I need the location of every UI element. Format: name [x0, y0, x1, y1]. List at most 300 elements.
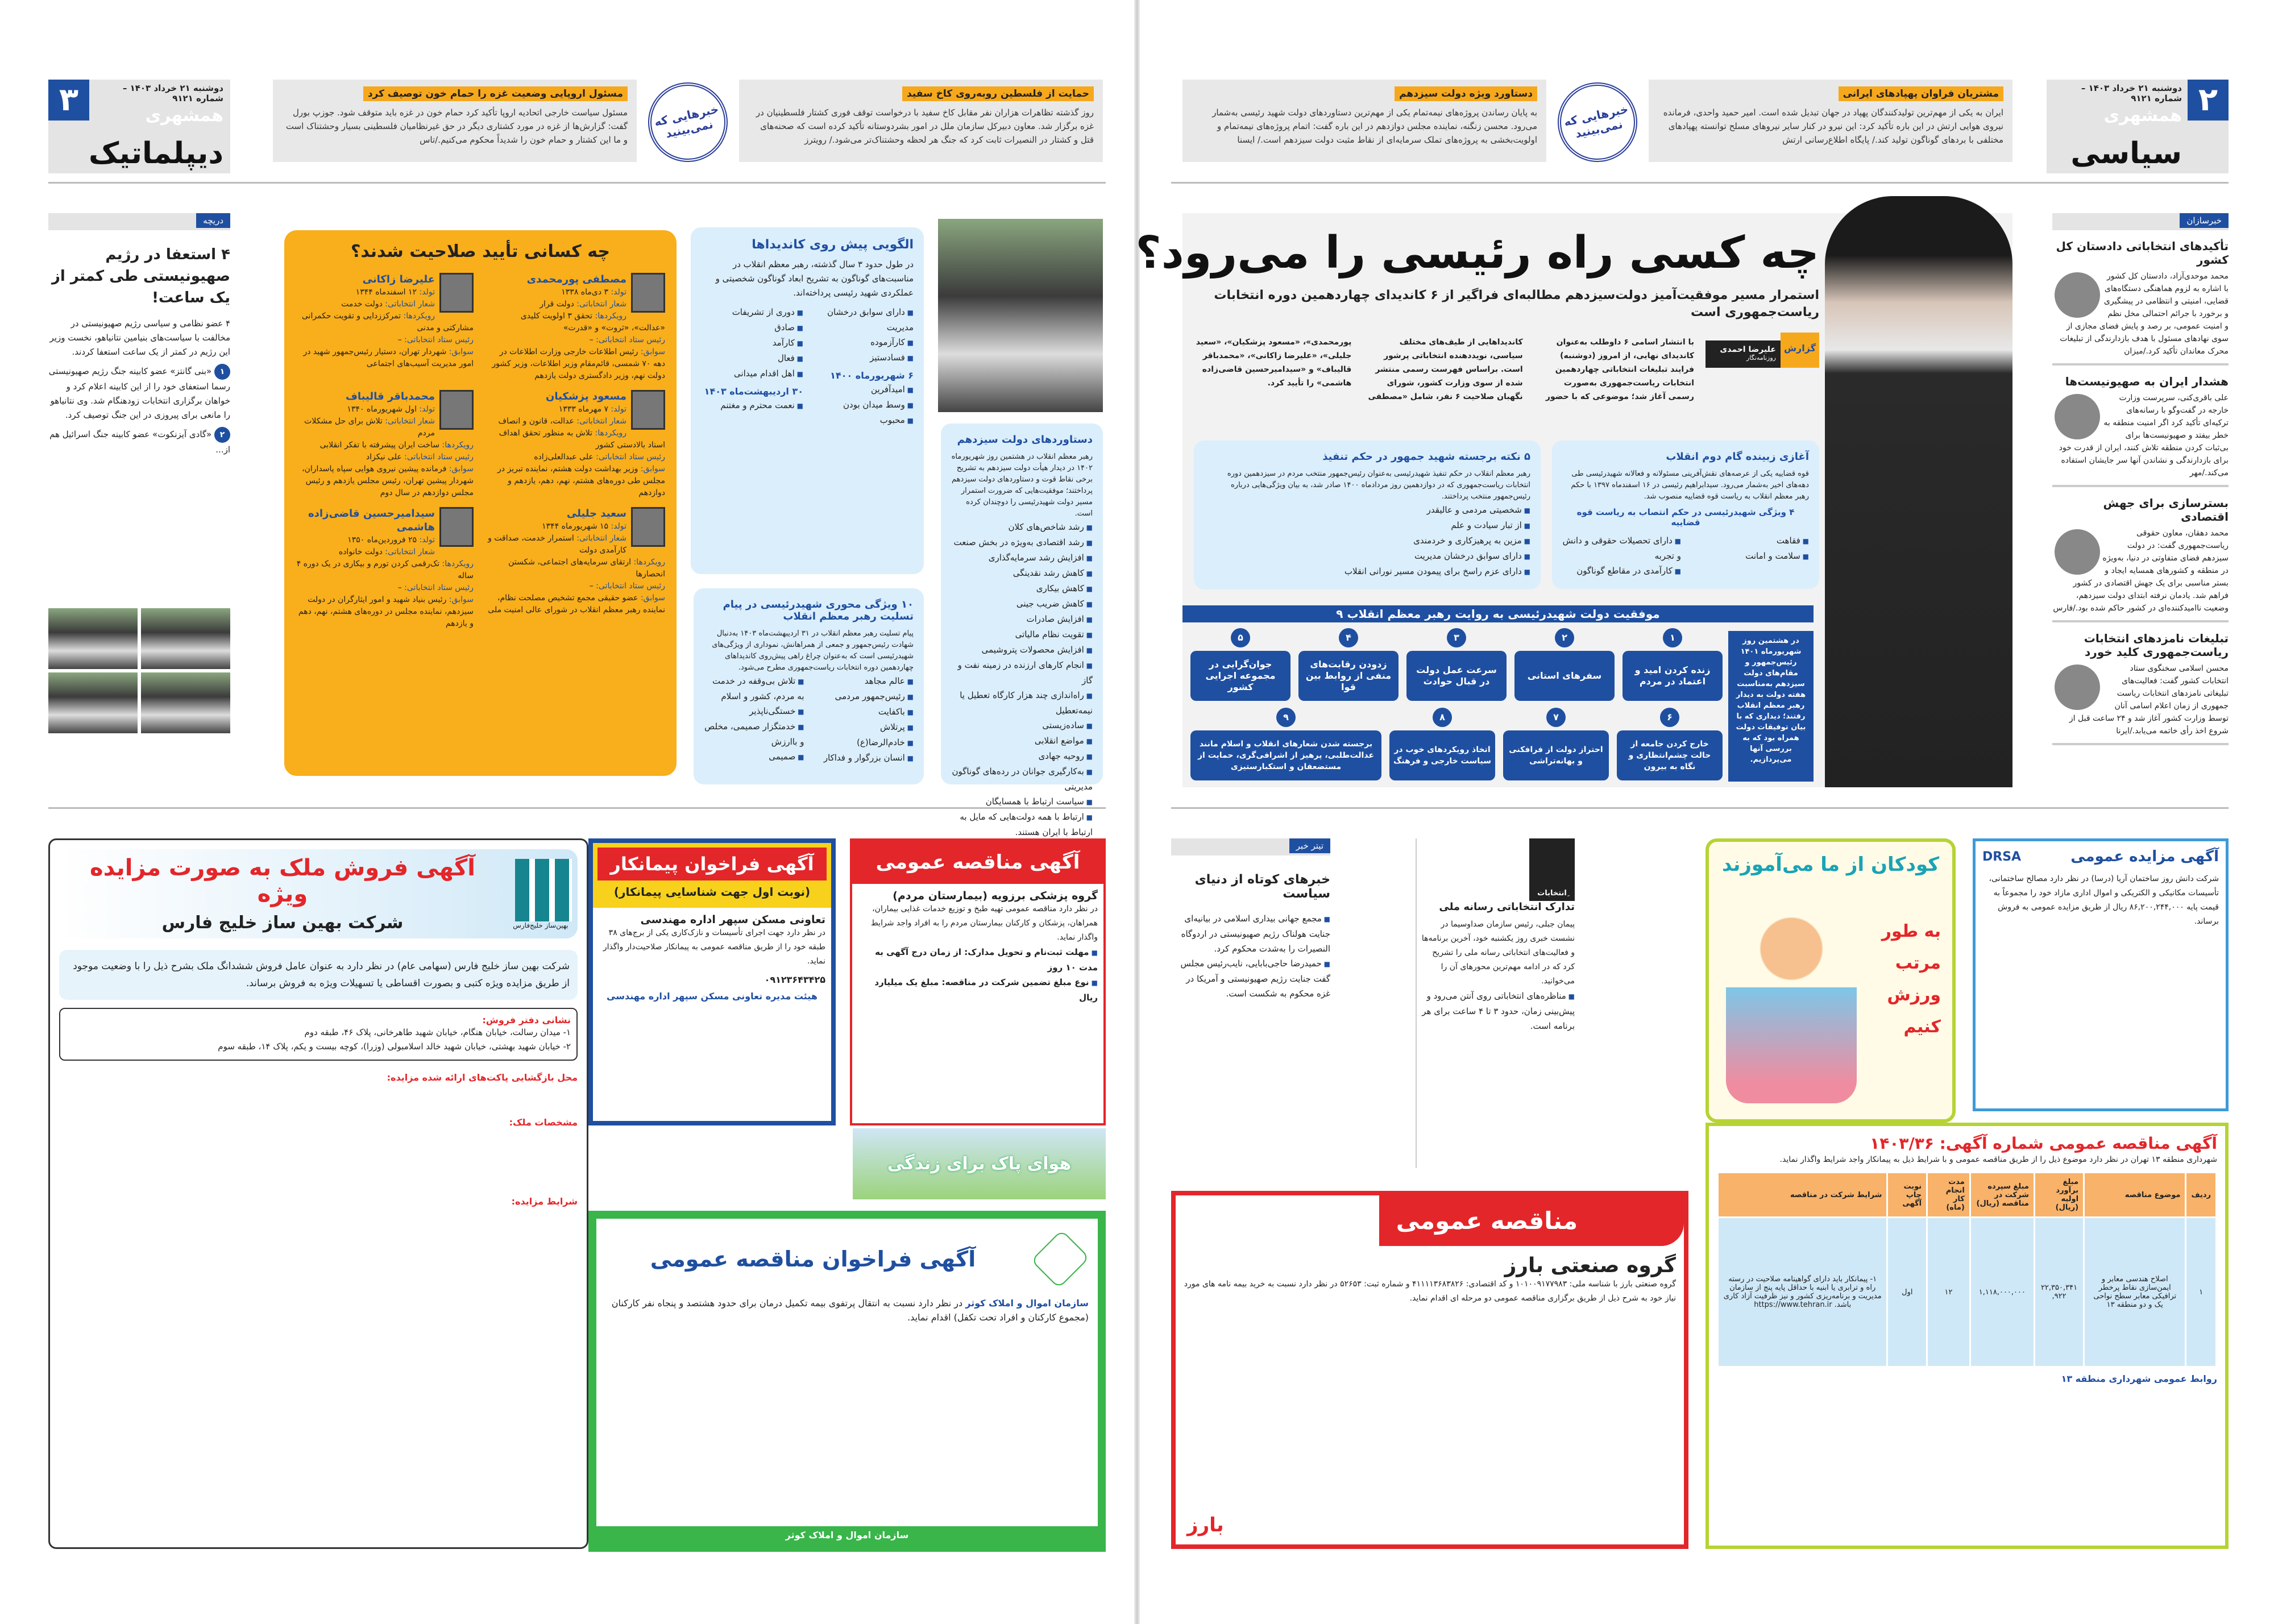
- teaser-body: مسئول سیاست خارجی اتحادیه اروپا تأکید کرد حمام خون در غزه باید متوقف شود. جوزپ بورل گفت: گزارش‌ها از غزه در مورد کشتاری دیگر در حق غیرنظامیان فلسطینی بسیار وحشتناک است و ما این کشتار و حمام خون را شدیداً محکوم می‌کنیم./تاس: [285, 107, 628, 145]
- list-item: [48, 364, 230, 422]
- baarez-tender-ad: [1171, 1191, 1688, 1549]
- list: [1562, 533, 1809, 579]
- field-value: استمرار خدمت، صداقت و کارآمدی دولت: [488, 534, 626, 555]
- portrait-photo: [48, 608, 138, 669]
- field-value: ۱۵ شهریورماه ۱۳۴۴: [542, 522, 609, 531]
- box-body: پیمان جبلی، رئیس سازمان صداوسیما در نشست خبری روز یکشنبه خود، آخرین برنامه‌ها و فعالیت‌های انتخاباتی رسانه ملی را تشریح کرد که در ادامه مهم‌ترین محورهای آن را می‌خوانید.: [1421, 920, 1575, 986]
- news-item: [2052, 496, 2229, 622]
- list-item: ■ افزایش صادرات: [951, 612, 1093, 627]
- achievements-banner: ۹ موفقیت دولت شهیدرئیسی به روایت رهبر معظم انقلاب: [1182, 605, 1814, 622]
- field-value: عضو حقیقی مجمع تشخیص مصلحت نظام، نماینده رهبر معظم انقلاب در شورای عالی امنیت ملی: [488, 593, 665, 614]
- portrait-photo: [2055, 529, 2100, 575]
- candidate-hq: [296, 451, 474, 463]
- table-header: موضوع مناقصه: [2085, 1173, 2185, 1216]
- achievements-note: در هشتمین روز شهریورماه ۱۴۰۱ رئیس‌جمهور و مقام‌های دولت سیزدهم به‌مناسبت هفته دولت به دیدار رهبر معظم انقلاب رفتند؛ دیداری که با بیان توفیقات دولت همراه بود که به بررسی آنها می‌پردازیم.: [1728, 631, 1814, 782]
- list: [1421, 988, 1575, 1033]
- list-item: ■ کارآمد: [701, 335, 803, 351]
- company-name: شرکت بهین ساز خلیج فارس: [161, 913, 404, 933]
- achievements-box: [941, 423, 1103, 837]
- candidate-card: [487, 507, 665, 630]
- list-item: ■ اهل اقدام میدانی: [701, 366, 803, 381]
- box-intro: پیام تسلیت رهبر معظم انقلاب در ۳۱ اردیبهشت‌ماه ۱۴۰۳ به‌دنبال شهادت رئیس‌جمهور و جمعی از همراهانش، نموداری از ویژگی‌های شهیدرئیسی است که به‌عنوان چراغ راهی پیش‌روی کاندیداهای چهاردهمین دوره انتخابات ریاست‌جمهوری مطرح می‌شود.: [712, 629, 914, 672]
- candidate-slogan: [296, 546, 474, 558]
- list-item: ■ از تبار سیادت و علم: [1204, 518, 1530, 533]
- news-body: محمد دهقان، معاون حقوقی ریاست‌جمهوری گفت: در دولت سیزدهم فضای متفاوتی در دنیا، به‌ویژه در منطقه و کشورهای همسایه ایجاد و بستر مناسبی برای یک جهش اقتصادی در کشور فراهم شد. یادمان نرفته ابتدای دولت سیزدهم، وضعیت ناامیدکننده‌ای در کشور حاکم شده بود./فارس: [2053, 529, 2229, 613]
- ballot-box-icon: ِانتخابات: [1529, 838, 1575, 901]
- author-role: روزنامه‌نگار: [1746, 354, 1776, 362]
- ad-body: در نظر دارد نسبت به انتقال پرتفوی بیمه تکمیل درمان برای حدود هشتصد و پنجاه نفر کارکنان (مجموع کارکنان و افراد تحت تکفل) اقدام نماید.: [611, 1298, 1089, 1323]
- list-item: ■ خادم‌الرضا(ع): [814, 735, 914, 750]
- box-title: تدارک انتخاباتی رسانه ملی: [1439, 901, 1575, 913]
- section-title: دیپلماتیک: [88, 136, 223, 171]
- candidate-name: محمدباقر قالیباف: [345, 391, 435, 402]
- candidate-card: [296, 507, 474, 630]
- field-value: علی نیکزاد: [366, 452, 402, 462]
- achievement-item: [1503, 708, 1609, 784]
- teaser: [1182, 80, 1546, 162]
- field-value: ۷ مهرماه ۱۳۳۳: [558, 405, 609, 414]
- candidate-record: [296, 463, 474, 499]
- box-title: الگویی پیش روی کاندیداها: [752, 238, 914, 252]
- list-item: ■ به‌کارگیری جوانان در رده‌های گوناگون مدیریتی: [951, 764, 1093, 794]
- address-line: ۲- خیابان شهید بهشتی، خیابان شهید خالد اسلامبولی (وزرا)، کوچه بیست و یکم، پلاک ۱۴، طبقه سوم: [218, 1041, 571, 1052]
- ad-title: آگهی فروش ملک به صورت مزایده ویژه: [90, 855, 475, 907]
- candidate-approach: [296, 310, 474, 334]
- list-item: ■ مجمع جهانی بیداری اسلامی در بیانیه‌ای جنایت هولناک رژیم صهیونیستی در اردوگاه النصیرات را به‌شدت محکوم کرد.: [1171, 911, 1330, 956]
- number-badge: ۸: [1433, 708, 1452, 727]
- leader-photo: [938, 219, 1103, 412]
- candidate-name: مصطفی پورمحمدی: [526, 273, 626, 285]
- field-label: سوابق:: [449, 595, 474, 604]
- list-item: ■ کاهش ضریب جینی: [951, 596, 1093, 612]
- news-title: تبلیغات نامزدهای انتخابات ریاست‌جمهوری کلید خورد: [2084, 632, 2229, 659]
- achievement-item: [1190, 628, 1290, 704]
- teaser-title: مسئول اروپایی وضعیت غزه را حمام خون توصیف کرد: [363, 86, 628, 101]
- candidate-card: [296, 390, 474, 499]
- stamp: خبرهایی که نمی‌بینید: [1550, 75, 1645, 169]
- achievement-item: [1406, 628, 1507, 704]
- section-tag: خبرسازان: [2180, 213, 2229, 228]
- box-body: قوه قضاییه یکی از عرصه‌های نقش‌آفرینی مسئولانه و فعالانه شهیدرئیسی طی دهه‌های اخیر به‌شمار می‌رود. سیدابراهیم رئیسی در ۱۶ اسفندماه ۱۳۹۷ با حکم رهبر معظم انقلاب به ریاست قوه قضاییه منصوب شد.: [1571, 470, 1809, 501]
- field-label: رئیس ستاد انتخاباتی:: [596, 452, 665, 462]
- ad-title: کودکان از ما می‌آموزند: [1721, 853, 1940, 876]
- list-item: ■ دارای عزم راسخ برای پیمودن مسیر نورانی انقلاب: [1204, 564, 1530, 579]
- ad-title: آگهی مناقصه عمومی: [852, 841, 1103, 884]
- field-value: تلاش برای حل مشکلات مردم: [304, 417, 435, 438]
- field-label: رویکردها:: [595, 311, 626, 321]
- table-header: ردیف: [2186, 1173, 2215, 1216]
- number-badge: ۷: [1546, 708, 1566, 727]
- teaser-title: حمایت از فلسطین روبه‌روی کاخ سفید: [902, 86, 1094, 101]
- candidate-record: [487, 463, 665, 499]
- list-item: ■ انجام کارهای ارزنده در زمینه نفت و گاز: [951, 658, 1093, 688]
- candidate-photo: [439, 273, 474, 313]
- sidebar-intro: ۴ عضو نظامی و سیاسی رژیم صهیونیستی در مخالفت با سیاست‌های بنیامین نتانیاهو، نخست وزیر این رژیم در کمتر از یک ساعت استعفا کردند.: [49, 318, 230, 357]
- teaser: [739, 80, 1103, 162]
- candidate-card: [487, 390, 665, 499]
- kowsar-logo: [1031, 1230, 1090, 1289]
- candidate-photo: [631, 273, 665, 313]
- list-item: ■ سلامت و امانت: [1690, 549, 1809, 564]
- list-item: ■ سیاست ارتباط با همسایگان: [951, 794, 1093, 809]
- list-item: ■ دارای سوابق درخشان مدیریت: [1204, 549, 1530, 564]
- news-body: محمد موحدی‌آزاد، دادستان کل کشور با اشاره به لزوم هماهنگی دستگاه‌های قضایی، امنیتی و انتظامی در پیشگیری و برخورد با جرائم احتمالی مخل نظم و امنیت عمومی، بر رصد و پایش فضای مجازی از سوی نهادهای مسئول با هدف بازدارندگی از تبلیغات محرک معاندان تأکید کرد./میزان: [2060, 272, 2229, 356]
- candidate-name: سعید جلیلی: [566, 508, 626, 520]
- candidate-hq: [487, 451, 665, 463]
- main-subheadline: استمرار مسیر موفقیت‌آمیز دولت‌سیزدهم مطالبه‌ای فراگیر از ۶ کاندیدای چهاردهمین دوره انتخابات ریاست‌جمهوری است: [1214, 288, 1819, 319]
- item-text: «بنی گانتز» عضو کابینه جنگ رژیم صهیونیستی رسما استعفای خود را از این کابینه اعلام کرد و خواهان برگزاری انتخابات زودهنگام شد. وی نتانیاهو را مانعی برای پیروزی در این جنگ توصیف کرد.: [48, 366, 230, 420]
- box-intro: در طول حدود ۳ سال گذشته، رهبر معظم انقلاب در مناسبت‌های گوناگون به تشریح ابعاد گوناگون شخصیتی و عملکردی شهید رئیسی پرداخته‌اند.: [715, 259, 914, 298]
- date-label: ۳۰ اردیبهشت‌ماه ۱۴۰۳: [704, 386, 803, 397]
- page3-masthead: [48, 80, 230, 173]
- field-value: وزیر بهداشت دولت هشتم، نماینده تبریز در مجلس طی دوره‌های هشتم، نهم، دهم، یازدهم و دوازدهم: [497, 464, 665, 497]
- achievement-text: احتراز دولت از فرافکنی و بهانه‌تراشی: [1503, 730, 1609, 780]
- company-name: گروه صنعتی بارز: [1504, 1254, 1676, 1277]
- list-item: ■ صادق: [701, 320, 803, 335]
- ad-body: گروه صنعتی بارز با شناسه ملی: ۱۰۱۰۰۹۱۷۷۹۸۳ و کد اقتصادی: ۴۱۱۱۱۳۶۸۳۸۲۶ و شماره ثبت: ۵۲۶۵۳ در نظر دارد نسبت به خرید بیمه نامه های مورد نیاز خود به شرح ذیل از طریق برگزاری مناقصه عمومی دو مرحله ای اقدام نماید.: [1184, 1280, 1676, 1303]
- hospital-tender-ad: [850, 838, 1106, 1125]
- number-badge: ۵: [1231, 628, 1250, 647]
- divider: [1171, 182, 2229, 184]
- sidebar-window: [48, 213, 230, 457]
- ad-lead: تعاونی مسکن سپهر اداره مهندسی: [640, 913, 825, 926]
- candidate-hq: [487, 334, 665, 346]
- field-label: تولد:: [419, 405, 435, 414]
- ad-title: آگهی فراخوان پیمانکار: [597, 848, 827, 880]
- news-briefs: [1171, 838, 1330, 1168]
- news-item: [2052, 239, 2229, 365]
- list: [701, 305, 803, 381]
- teaser-body: ایران به یکی از مهم‌ترین تولیدکنندگان پهپاد در جهان تبدیل شده است. امیر حمید واحدی، فرمانده نیروی هوایی ارتش در این باره تأکید کرد: این نیرو در کنار سایر نیروهای مسلح توانسته پهپادهای مختلفی با بردهای گوناگون تولید کند./ پایگاه اطلاع‌رسانی ارتش: [1663, 107, 2003, 145]
- ad-footer: هیئت مدیره تعاونی مسکن سپهر اداره مهندسی: [607, 991, 818, 1002]
- candidates-grid: [296, 273, 665, 638]
- field-label: رویکردها:: [633, 558, 665, 567]
- ad-footer: سازمان اموال و املاک کوثر: [596, 1526, 1098, 1544]
- achievement-item: [1190, 708, 1381, 784]
- candidate-card: [296, 273, 474, 382]
- kowsar-tender-ad: [588, 1211, 1106, 1552]
- field-value: ۳ دی‌ماه ۱۳۳۸: [561, 288, 609, 297]
- achievement-item: [1622, 628, 1723, 704]
- list-item: ■ صمیمی: [704, 749, 804, 765]
- list-item: ■ افزایش رشد سرمایه‌گذاری: [951, 550, 1093, 566]
- portrait-photo: [48, 672, 138, 733]
- list: [811, 305, 914, 365]
- field-label: رویکردها:: [442, 441, 474, 450]
- achievement-text: سفرهای استانی: [1514, 651, 1615, 701]
- ad-title: آگهی مزایده عمومی: [2070, 848, 2219, 865]
- list-item: ■ عالم مجاهد: [814, 674, 914, 689]
- list-item: ■ دارای سوابق درخشان مدیریت: [811, 305, 914, 335]
- ad-title: آگهی فراخوان مناقصه عمومی: [650, 1247, 976, 1272]
- candidate-photo: [439, 390, 474, 430]
- paper-name: همشهری: [2103, 106, 2182, 126]
- paper-name: همشهری: [145, 106, 223, 126]
- achievement-item: [1514, 628, 1615, 704]
- list-item: ■ ساده‌زیستی: [951, 718, 1093, 733]
- field-value: رئیس بنیاد شهید و امور ایثارگران در دولت سیزدهم، نماینده مجلس در دوره‌های هشتم، نهم، دهم و یازدهم: [298, 595, 474, 628]
- field-value: –: [589, 335, 594, 344]
- contractor-call-ad: [588, 838, 836, 1125]
- ad-intro: شهرداری منطقه ۱۳ تهران در نظر دارد موضوع ذیل را از طریق مناقصه عمومی و با شرایط ذیل به پیمانکار واجد شرایط واگذار نماید.: [1779, 1155, 2217, 1164]
- byline: [1706, 333, 1819, 368]
- box-title: ۱۰ ویژگی محوری شهیدرئیسی در پیام تسلیت رهبر معظم انقلاب: [723, 599, 914, 622]
- list-item: ■ ارتباط با همه دولت‌هایی که مایل به ارتباط با ایران هستند.: [951, 809, 1093, 840]
- box-title: دستاوردهای دولت سیزدهم: [957, 434, 1093, 446]
- field-label: شعار انتخاباتی:: [385, 547, 435, 556]
- field-value: –: [589, 582, 594, 591]
- candidate-approach: [487, 427, 665, 451]
- field-value: ساخت ایران پیشرفته با تفکر انقلابی: [319, 441, 440, 450]
- municipality-tender-ad: [1706, 1123, 2229, 1549]
- list-item: ■ مهلت ثبت‌نام و تحویل مدارک: از زمان درج آگهی به مدت ۱۰ روز: [858, 945, 1098, 975]
- field-label: سوابق:: [449, 347, 474, 356]
- candidate-hq: [296, 334, 474, 346]
- number-badge: ۳: [1447, 628, 1466, 647]
- address-title: نشانی دفتر فروش:: [482, 1015, 571, 1025]
- achievement-item: [1389, 708, 1495, 784]
- briefs-title: خبرهای کوتاه از دنیای سیاست: [1194, 873, 1330, 901]
- field-value: ۲۵ فروردین‌ماه ۱۳۵۰: [347, 535, 417, 545]
- judiciary-box: [1552, 441, 1819, 589]
- date-line: دوشنبه ۲۱ خرداد ۱۴۰۳ – شماره ۹۱۲۱: [2081, 83, 2182, 103]
- achievement-text: زدودن رقابت‌های منفی از روابط بین قوا: [1298, 651, 1399, 701]
- list-item: ■ نعمت محترم و مغتنم: [701, 398, 803, 413]
- field-label: سوابق:: [449, 464, 474, 474]
- auction-ad: [1973, 838, 2229, 1111]
- candidate-record: [296, 594, 474, 630]
- table-header: مدت انجام کار (ماه): [1928, 1173, 1969, 1216]
- teaser: [1649, 80, 2012, 162]
- candidate-name: علیرضا زاکانی: [362, 273, 435, 285]
- candidate-hq: [296, 582, 474, 594]
- table-cell: ۱۲: [1928, 1218, 1969, 1366]
- list: [1204, 502, 1530, 579]
- list-item: ■ مزین به پرهیزکاری و خردمندی: [1204, 533, 1530, 549]
- field-label: شعار انتخاباتی:: [576, 534, 626, 543]
- list-item: ■ دوری از تشریفات: [701, 305, 803, 320]
- box-title: ۵ نکته برجسته شهید جمهور در حکم تنفیذ: [1322, 451, 1530, 463]
- table-cell: اصلاح هندسی معابر و ایمن‌سازی نقاط پرخطر ترافیکی معابر سطح نواحی یک و دو منطقه ۱۳: [2085, 1218, 2185, 1366]
- table-header: نوبت چاپ آگهی: [1888, 1173, 1926, 1216]
- ad-body: شرکت دانش روز ساختمان آریا (درسا) در نظر دارد مصالح ساختمانی، تأسیسات مکانیکی و الکتریکی و اموال اداری مازاد خود را مجموعاً به قیمت پایه ۸۶,۲۰۰,۲۴۴,۰۰۰ ریال از طریق مزایده عمومی به فروش برساند.: [1989, 874, 2219, 926]
- candidate-photo: [439, 507, 474, 547]
- list-item: ■ فسادستیز: [811, 350, 914, 365]
- field-label: سوابق:: [640, 464, 665, 474]
- field-label: تولد:: [419, 535, 435, 545]
- table-header: مبلغ سپرده شرکت در مناقصه (ریال): [1971, 1173, 2034, 1216]
- item-text: «گادی آیزنکوت» عضو کابینه جنگ اسرائیل هم از...: [49, 429, 230, 455]
- field-label: سوابق:: [640, 347, 665, 356]
- field-value: تمرکززدایی و تقویت حکمرانی مشارکتی و مدنی: [301, 311, 474, 333]
- table-cell: ۱- پیمانکار باید دارای گواهینامه صلاحیت در رسته راه و ترابری یا ابنیه با حداقل پایه پنج از سازمان مدیریت و برنامه‌ریزی کشور و نیز ظرفیت آزاد کاری باشد. https://www.tehran.ir: [1719, 1218, 1886, 1366]
- list-item: ■ افزایش محصولات پتروشیمی: [951, 642, 1093, 658]
- kicker: گزارش: [1781, 333, 1819, 368]
- list-item: ■ رئیس‌جمهور مردمی: [814, 689, 914, 704]
- candidate-record: [487, 592, 665, 616]
- section-label: شرایط مزایده:: [511, 1196, 578, 1207]
- field-value: فرمانده پیشین نیروی هوایی سپاه پاسداران، شهردار پیشین تهران، رئیس مجلس یازدهم و رئیس مجلس دوازدهم در سال دوم: [302, 464, 474, 497]
- news-title: بسترسازی برای جهش اقتصادی: [2103, 496, 2229, 524]
- section-tag: تیتر خبر: [1289, 838, 1330, 853]
- achievement-text: سرعت عمل دولت در قبال حوادث: [1406, 651, 1507, 701]
- news-title: هشدار ایران به صهیونیست‌ها: [2065, 375, 2229, 388]
- kids-exercise-ad: [1706, 838, 1956, 1123]
- photo-grid: [48, 608, 230, 733]
- list-item: ■ مواضع انقلابی: [951, 733, 1093, 749]
- field-label: تولد:: [611, 405, 626, 414]
- list-item: ■ خدمتگزار صمیمی، مخلص و باارزش: [704, 719, 804, 749]
- field-value: ارتقای سرمایه‌های اجتماعی، شکستن انحصارها: [508, 558, 665, 579]
- teaser: [273, 80, 637, 162]
- article-lead: با انتشار اسامی ۶ داوطلب به‌عنوان کاندیدای نهایی، از امروز (دوشنبه) فرایند تبلیغات انتخاباتی چهاردهمین انتخابات ریاست‌جمهوری به‌صورت رسمی آغاز شد؛ موضوعی که با حضور کاندیداهایی از طیف‌های مختلف سیاسی، نویددهنده انتخاباتی پرشور است. براساس فهرست رسمی منتشر شده از سوی وزارت کشور، شورای نگهبان صلاحیت ۶ نفر، شامل «مصطفی پورمحمدی»، «مسعود پزشکیان»، «سعید جلیلی»، «علیرضا زاکانی»، «محمدباقر قالیباف» و «سیدامیرحسین قاضی‌زاده هاشمی» را تأیید کرد.: [1196, 338, 1694, 401]
- news-item: [2052, 375, 2229, 487]
- list-item: ■ تلاش بی‌وقفه در خدمت به مردم، کشور و اسلام: [704, 674, 804, 704]
- property-sale-ad: [48, 838, 588, 1549]
- ad-lead: گروه پزشکی برزویه (بیمارستان مردم): [893, 890, 1098, 902]
- list-item: ■ فعال: [701, 351, 803, 366]
- field-label: شعار انتخاباتی:: [576, 300, 626, 309]
- field-label: رئیس ستاد انتخاباتی:: [596, 335, 665, 344]
- portrait-photo: [141, 608, 230, 669]
- table-cell: ۱: [2186, 1218, 2215, 1366]
- divider: [48, 807, 1106, 809]
- field-value: علی عبدالعلی‌زاده: [534, 452, 594, 462]
- ad-body: شرکت بهین ساز خلیج فارس (سهامی عام) در نظر دارد به عنوان عامل فروش ششدانگ ملک بشرح ذیل را با وضعیت موجود از طریق مزایده ویژه کتبی و بصورت اقساطی یا تسهیلات ویژه به فروش برساند.: [59, 950, 578, 1000]
- number-badge: ۹: [1276, 708, 1296, 727]
- date-line: دوشنبه ۲۱ خرداد ۱۴۰۳ – شماره ۹۱۲۱: [122, 83, 223, 103]
- list: [811, 382, 914, 428]
- field-label: سوابق:: [640, 593, 665, 603]
- number-badge: ۴: [1339, 628, 1358, 647]
- list: [704, 674, 914, 766]
- list-item: ■ نوع مبلغ تضمین شرکت در مناقصه: مبلغ یک میلیارد ریال: [858, 975, 1098, 1005]
- ad-body: در نظر دارد مناقصه عمومی تهیه طبخ و توزیع خدمات غذایی بیماران، همراهان، پزشکان و کارکنان بیمارستان مردم را به افراد واجد شرایط واگذار نماید.: [870, 904, 1098, 942]
- clean-air-banner: هوای پاک برای زندگی: [853, 1128, 1106, 1199]
- tender-table: [1717, 1172, 2217, 1368]
- list: [1171, 911, 1330, 1001]
- candidate-photo: [631, 390, 665, 430]
- table-cell: ۲۲,۳۵۰,۳۴۱,۹۲۲: [2035, 1218, 2083, 1366]
- elections-box: [1416, 838, 1575, 1168]
- list-item: ■ فقاهت: [1690, 533, 1809, 549]
- box-intro: رهبر معظم انقلاب در هشتمین روز شهریورماه ۱۴۰۲ در دیدار هیأت دولت سیزدهم به تشریح برخی نقاط قوت و دستاوردهای دولت سیزدهم پرداختند؛ موفقیت‌هایی که ضرورت استمرار مسیر دولت شهیدرئیسی را دوچندان کرده است.: [951, 452, 1093, 518]
- list: [701, 398, 803, 413]
- drsa-logo: DRSA: [1982, 849, 2022, 864]
- stamp: خبرهایی که نمی‌بینید: [641, 75, 735, 169]
- author-name: علیرضا احمدی: [1720, 345, 1776, 354]
- number-badge: ۱: [1663, 628, 1682, 647]
- list-item: ■ باکفایت: [814, 704, 914, 720]
- field-label: رویکردها:: [403, 311, 435, 321]
- list: [858, 945, 1098, 1005]
- newsmakers-sidebar: [2052, 213, 2229, 745]
- news-item: [2052, 632, 2229, 745]
- main-headline: چه کسی راه رئیسی را می‌رود؟: [1135, 227, 1819, 279]
- list-item: ■ دارای تحصیلات حقوقی و دانش و تجربه: [1562, 533, 1681, 563]
- page-number: ۲: [2188, 80, 2229, 121]
- achievement-text: جوان‌گرایی در مجموعه اجرایی کشور: [1190, 651, 1290, 701]
- box-body: رهبر معظم انقلاب در حکم تنفیذ شهیدرئیسی به‌عنوان رئیس‌جمهور منتخب مردم در سیزدهمین دوره انتخابات ریاست‌جمهوری که در دوازدهمین روز مردادماه ۱۴۰۰ صادر شد، به بیان ویژگی‌هایی درباره رئیس‌جمهور منتخب پرداختند.: [1227, 470, 1530, 501]
- number-badge: ۱: [214, 364, 230, 380]
- kids-illustration: [1726, 910, 1857, 1103]
- divider: [48, 182, 1106, 184]
- company-logo: [515, 859, 572, 921]
- address-line: ۱- میدان رسالت، خیابان هنگام، خیابان شهید طاهرخانی، پلاک ۴۶، طبقه دوم: [304, 1027, 571, 1037]
- candidate-card: [487, 273, 665, 382]
- main-article: [1135, 213, 2012, 787]
- ad-title: آگهی مناقصه عمومی شماره آگهی: ۱۴۰۳/۳۶: [1870, 1134, 2217, 1153]
- section-label: مشخصات ملک:: [509, 1117, 578, 1128]
- teaser-title: دستاورد ویژه دولت سیزدهم: [1395, 86, 1537, 101]
- field-label: تولد:: [611, 288, 626, 297]
- field-value: رئیس اطلاعات خارجی وزارت اطلاعات در دهه ۷۰ شمسی، قائم‌مقام وزیر اطلاعات، وزیر کشور دولت نهم، وزیر دادگستری دولت یازدهم: [492, 347, 665, 380]
- list: [951, 520, 1093, 840]
- candidate-photo: [631, 507, 665, 547]
- field-label: رویکردها:: [442, 559, 474, 568]
- list-item: ■ شخصیتی مردمی و عالیقدر: [1204, 502, 1530, 518]
- field-label: تولد:: [419, 288, 435, 297]
- table-cell: اول: [1888, 1218, 1926, 1366]
- candidate-approach: [296, 439, 474, 451]
- field-label: تولد:: [611, 522, 626, 531]
- achievements-grid: [1182, 628, 1723, 784]
- list-item: ■ وسط میدان بودن: [811, 397, 914, 413]
- field-label: رئیس ستاد انتخاباتی:: [596, 582, 665, 591]
- tag-bar: [48, 213, 230, 230]
- achievement-text: زنده کردن امید و اعتماد در مردم: [1622, 651, 1723, 701]
- list-item: ■ کارآزموده: [811, 335, 914, 350]
- list-item: ■ تقویت نظام مالیاتی: [951, 627, 1093, 642]
- model-box: [691, 227, 924, 574]
- list-item: ■ محبوب: [811, 413, 914, 428]
- field-label: شعار انتخاباتی:: [576, 417, 626, 426]
- ad-footer: روابط عمومی شهرداری منطقه ۱۳: [2061, 1373, 2217, 1384]
- field-label: شعار انتخاباتی:: [385, 417, 435, 426]
- field-value: دولت قرار: [540, 300, 574, 309]
- list-item: ■ پرتلاش: [814, 720, 914, 735]
- candidates-box: [284, 230, 677, 776]
- field-label: رئیس ستاد انتخاباتی:: [404, 335, 474, 344]
- divider: [1171, 807, 2229, 809]
- number-badge: ۶: [1660, 708, 1679, 727]
- news-body: علی باقری‌کنی، سرپرست وزارت خارجه در گفت‌وگو با رسانه‌های ترکیه‌ای تأکید کرد اگر امنیت منطقه به خطر بیفتد و صهیونیست‌ها برای بی‌ثبات کردن منطقه تلاش کنند، ایران از قدرت خود برای بازدارندگی و نشاندن آنها سر جایشان استفاده می‌کند./مهر: [2059, 393, 2229, 477]
- phone: ۰۹۱۲۳۶۴۳۴۲۵: [764, 974, 825, 985]
- box-title: چه کسانی تأیید صلاحیت شدند؟: [350, 242, 611, 261]
- candidate-name: سیدامیرحسین قاضی‌زاده هاشمی: [308, 508, 435, 533]
- list-item: ■ خستگی‌ناپذیر: [704, 704, 804, 719]
- field-value: دولت خدمت: [341, 300, 383, 309]
- field-value: تحقق ۳ اولویت کلیدی «عدالت»، «ثروت» و «قدرت»: [520, 311, 665, 333]
- list-item: ■ راه‌اندازی چند هزار کارگاه تعطیل یا نیمه‌تعطیل: [951, 688, 1093, 718]
- list-item: ■ حمیدرضا حاجی‌بابایی، نایب‌رئیس مجلس گفت جنایت رژیم صهیونیستی و آمریکا در غزه محکوم به شکست است.: [1171, 956, 1330, 1001]
- box-subtitle: ۴ ویژگی شهیدرئیسی در حکم انتصاب به ریاست قوه قضاییه: [1576, 507, 1795, 528]
- page2-masthead: [2047, 80, 2229, 173]
- candidate-approach: [487, 556, 665, 580]
- list-item: ■ مناظره‌های انتخاباتی روی آنتن می‌رود و پیش‌بینی زمان، حدود ۳ تا ۴ ساعت برای هر برنامه است.: [1421, 988, 1575, 1033]
- list-item: ■ رشد شاخص‌های کلان: [951, 520, 1093, 535]
- list-item: ■ امیدآفرین: [811, 382, 914, 397]
- field-label: رئیس ستاد انتخاباتی:: [404, 583, 474, 592]
- field-value: دولت خانواده: [338, 547, 383, 556]
- number-badge: ۲: [214, 427, 230, 443]
- field-label: رویکردها:: [595, 429, 626, 438]
- list-item: ■ انسان بزرگوار و فداکار: [814, 750, 914, 766]
- achievement-item: [1617, 708, 1723, 784]
- list-item: [48, 427, 230, 457]
- portrait-photo: [2055, 272, 2100, 318]
- candidate-approach: [296, 558, 474, 582]
